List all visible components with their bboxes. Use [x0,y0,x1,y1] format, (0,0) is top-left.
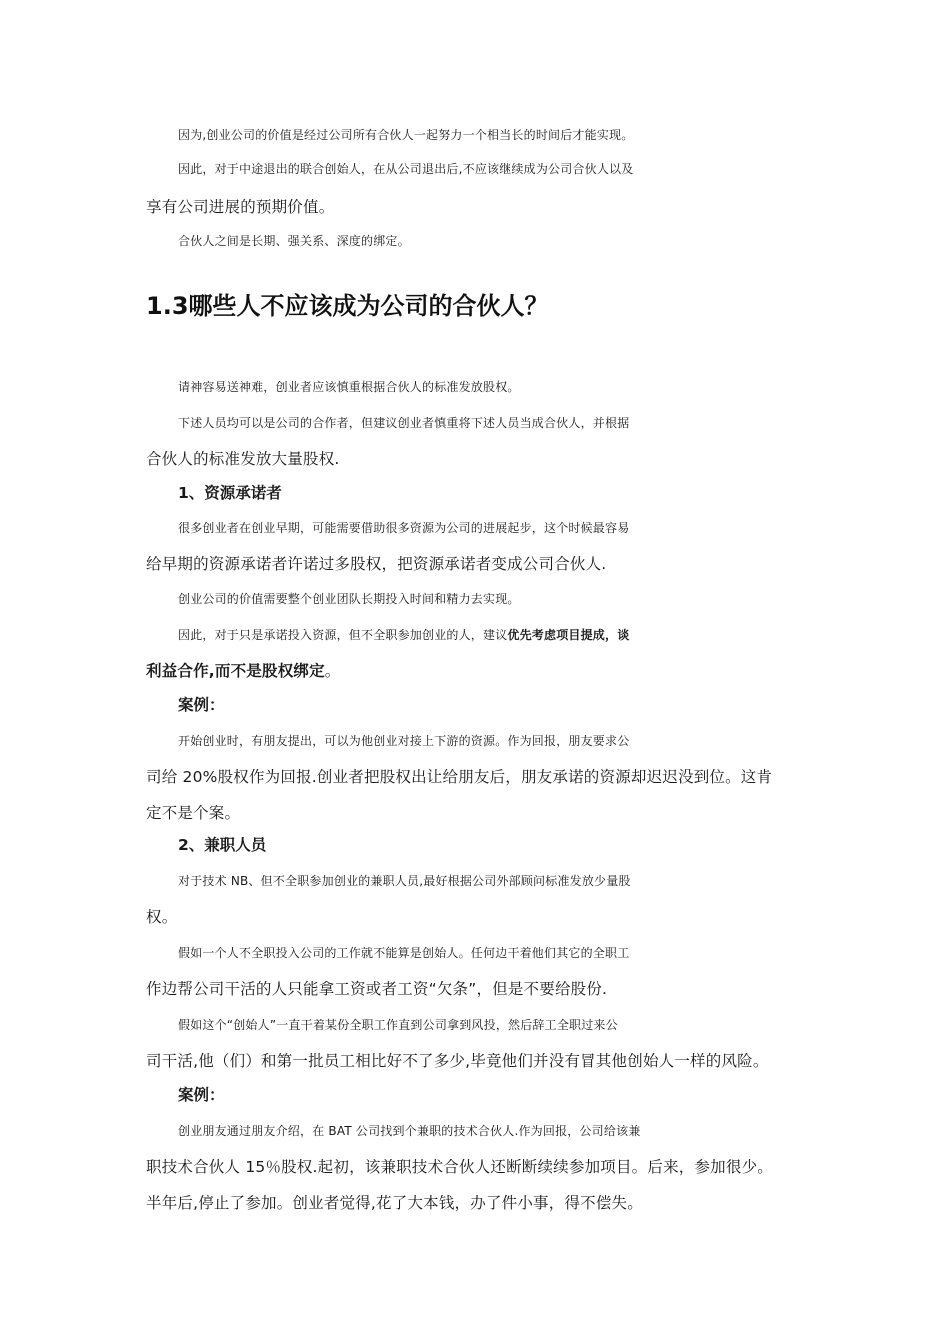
paragraph-5-bold-cont: 利益合作,而不是股权绑定 [146,662,325,680]
subheading-part-time-staff: 2、兼职人员 [178,836,267,854]
subheading-resource-promisers: 1、资源承诺者 [178,484,282,502]
paragraph-6-line-2: 司给 20%股权作为回报.创业者把股权出让给朋友后，朋友承诺的资源却迟迟没到位。这肯 [146,768,773,786]
paragraph-5-end: 。 [324,662,341,680]
case-label-1: 案例： [178,696,225,714]
paragraph-6-line-1: 开始创业时，有朋友提出，可以为他创业对接上下游的资源。作为回报，朋友要求公 [178,734,630,748]
paragraph-7-line-2: 权。 [146,908,178,926]
paragraph-intro-3: 合伙人之间是长期、强关系、深度的绑定。 [178,234,410,248]
paragraph-8-line-2: 作边帮公司干活的人只能拿工资或者工资“欠条”，但是不要给股份. [146,980,608,998]
paragraph-3-line-1: 很多创业者在创业早期，可能需要借助很多资源为公司的进展起步，这个时候最容易 [178,521,630,535]
paragraph-10-line-1: 创业朋友通过朋友介绍，在 BAT 公司找到个兼职的技术合伙人.作为回报，公司给该兼 [178,1124,641,1138]
paragraph-6-line-3: 定不是个案。 [146,804,241,822]
paragraph-2-line-2: 合伙人的标准发放大量股权. [146,450,340,468]
paragraph-7-line-1: 对于技术 NB、但不全职参加创业的兼职人员,最好根据公司外部顾问标准发放少量股 [178,874,631,888]
paragraph-1: 请神容易送神难，创业者应该慎重根据合伙人的标准发放股权。 [178,380,520,394]
case-label-2: 案例： [178,1086,225,1104]
paragraph-intro-2-cont: 享有公司进展的预期价值。 [146,198,335,216]
paragraph-5-text: 因此，对于只是承诺投入资源，但不全职参加创业的人，建议 [178,628,508,642]
paragraph-intro-2: 因此，对于中途退出的联合创始人，在从公司退出后,不应该继续成为公司合伙人以及 [178,162,634,176]
paragraph-5-line-1 [178,618,840,652]
paragraph-5-line-2 [146,654,808,688]
paragraph-5-bold-text: 优先考虑项目提成，谈 [507,628,630,642]
paragraph-9-line-1: 假如这个“创始人”一直干着某份全职工作直到公司拿到风投，然后辞工全职过来公 [178,1018,618,1032]
paragraph-intro-1: 因为,创业公司的价值是经过公司所有合伙人一起努力一个相当长的时间后才能实现。 [178,128,634,142]
paragraph-8-line-1: 假如一个人不全职投入公司的工作就不能算是创始人。任何边干着他们其它的全职工 [178,946,630,960]
paragraph-3-line-2: 给早期的资源承诺者许诺过多股权，把资源承诺者变成公司合伙人. [146,555,607,573]
paragraph-10-line-2: 职技术合伙人 15％股权.起初，该兼职技术合伙人还断断续续参加项目。后来，参加很少。 [146,1158,773,1176]
section-heading: 1.3哪些人不应该成为公司的合伙人？ [146,292,549,320]
paragraph-9-line-2: 司干活,他（们）和第一批员工相比好不了多少,毕竟他们并没有冒其他创始人一样的风险。 [146,1052,769,1070]
paragraph-4: 创业公司的价值需要整个创业团队长期投入时间和精力去实现。 [178,592,520,606]
paragraph-2-line-1: 下述人员均可以是公司的合作者，但建议创业者慎重将下述人员当成合伙人，并根据 [178,416,630,430]
paragraph-10-line-3: 半年后,停止了参加。创业者觉得,花了大本钱，办了件小事，得不偿失。 [146,1194,643,1212]
